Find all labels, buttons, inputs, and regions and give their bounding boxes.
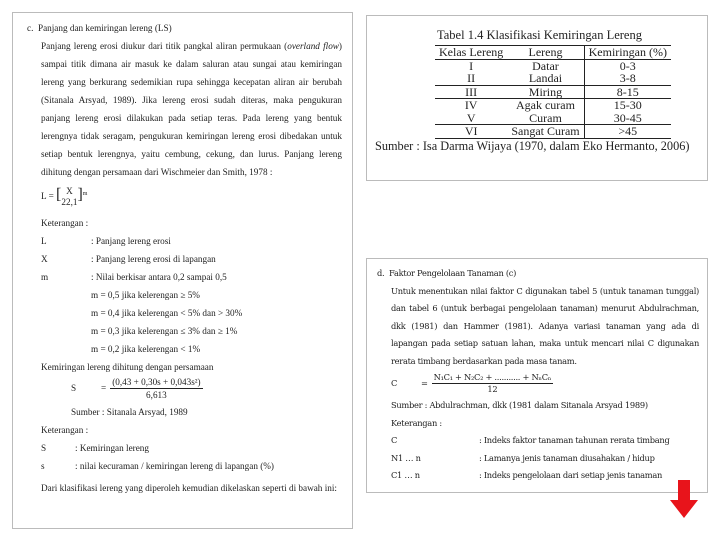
table-title: Tabel 1.4 Klasifikasi Kemiringan Lereng — [437, 28, 642, 42]
table-cell: Landai — [528, 71, 563, 85]
formula-denominator: 12 — [487, 384, 498, 394]
paragraph-italic: overland flow — [287, 41, 339, 51]
formula-denominator: 6,613 — [146, 389, 167, 400]
table-cell: IV — [435, 99, 507, 112]
table-cell: Agak curam — [507, 99, 584, 112]
formula-s — [27, 376, 342, 401]
table-cell: VI — [435, 125, 507, 139]
legend-row — [27, 457, 342, 475]
legend-row — [27, 439, 342, 457]
legend-value: : Lamanya jenis tanaman diusahakan / hidup — [479, 452, 655, 463]
table-row — [435, 85, 671, 99]
m-value: m = 0,4 jika kelerengan < 5% dan > 30% — [91, 307, 243, 318]
left-document-page — [12, 12, 353, 529]
formula-l: L = [ X 22,1 ]$^m$ — [41, 185, 88, 207]
arrow-down-icon[interactable] — [670, 480, 698, 518]
legend-row — [27, 268, 342, 286]
legend-row — [27, 232, 342, 250]
table-cell: 30-45 — [584, 112, 671, 125]
table-cell: I — [469, 58, 474, 73]
heading-text: Panjang dan kemiringan lereng (LS) — [37, 23, 172, 33]
table-source: Sumber : Isa Darma Wijaya (1970, dalam Eko Hermanto, 2006) — [375, 138, 690, 153]
legend-value: : Kemiringan lereng — [75, 442, 149, 453]
heading-marker: d. — [377, 268, 385, 278]
legend-row — [27, 250, 342, 268]
m-value: m = 0,2 jika kelerengan < 1% — [91, 343, 201, 354]
paragraph-ls — [27, 37, 342, 181]
formula-numerator: X — [66, 185, 73, 196]
column-header: Kelas Lereng — [435, 46, 507, 60]
legend-row — [377, 450, 699, 468]
legend-key: m — [41, 271, 49, 282]
table-cell: 0-3 — [584, 59, 671, 72]
formula-c — [377, 372, 699, 395]
table-cell: Sangat Curam — [507, 125, 584, 139]
paragraph-text: Panjang lereng erosi diukur dari titik pangkal aliran permukaan ( — [41, 41, 288, 51]
m-value: m = 0,5 jika kelerengan ≥ 5% — [91, 289, 200, 300]
column-header: Lereng — [507, 46, 584, 60]
legend-value: : Panjang lereng erosi di lapangan — [91, 253, 216, 264]
legend-key: s — [41, 460, 45, 471]
table-row — [435, 72, 671, 85]
slope-classification-table-panel — [366, 15, 708, 181]
legend-key: C — [391, 435, 398, 445]
keterangan-label: Keterangan : — [391, 417, 442, 428]
table-cell: II — [467, 71, 476, 85]
formula-eq: = — [101, 383, 107, 394]
legend-value: : Nilai berkisar antara 0,2 sampai 0,5 — [91, 271, 227, 282]
slope-classification-table — [435, 45, 671, 139]
formula-denominator: 22,1 — [61, 196, 78, 207]
table-cell: Datar — [532, 58, 559, 73]
formula-exponent: m — [82, 191, 88, 197]
plant-management-panel — [366, 258, 708, 493]
legend-key: S — [41, 442, 47, 453]
arrow-shape — [670, 480, 698, 518]
source-text: Sumber : Abdulrachman, dkk (1981 dalam Sitanala Arsyad 1989) — [391, 400, 648, 410]
column-header: Kemiringan (%) — [584, 46, 671, 60]
formula-numerator: N₁C₁ + N₂C₂ + ........... + NₙCₙ — [433, 372, 552, 382]
m-value: m = 0,3 jika kelerengan ≤ 3% dan ≥ 1% — [91, 325, 238, 336]
closing-text: Dari klasifikasi lereng yang diperoleh kemudian dikelaskan seperti di bawah ini: — [41, 482, 337, 493]
formula-numerator: (0,43 + 0,30s + 0,043s²) — [112, 376, 201, 387]
legend-key: L — [41, 235, 47, 246]
slope-intro: Kemiringan lereng dihitung dengan persamaan — [41, 361, 214, 372]
legend-value: : nilai kecuraman / kemiringan lereng di lapangan (%) — [75, 460, 274, 471]
paragraph-c: Untuk menentukan nilai faktor C digunakan tabel 5 (untuk tanaman tunggal) dan tabel 6 (untuk berbagai pengelolaan tanaman) menurut Abdulrachman, dkk (1981) dan Hammer (1981). Adanya variasi tanaman yang ada di lapangan pada setiap satuan lahan, maka untuk mencari nilai C digunakan rerata timbang berdasarkan pada masa tanam. — [391, 285, 699, 366]
table-cell: V — [466, 110, 476, 125]
legend-key: N1 … n — [391, 452, 421, 463]
table-cell: Curam — [529, 110, 562, 125]
table-row — [435, 125, 671, 139]
heading-text: Faktor Pengelolaan Tanaman (c) — [389, 268, 517, 278]
keterangan-label: Keterangan : — [41, 424, 89, 435]
table-cell: 8-15 — [584, 85, 671, 99]
legend-key: X — [41, 253, 48, 264]
source-text: Sumber : Sitanala Arsyad, 1989 — [71, 406, 188, 417]
formula-lhs: S — [71, 383, 77, 394]
table-cell: 3-8 — [584, 72, 671, 85]
section-heading — [27, 19, 342, 37]
legend-value: : Indeks pengelolaan dari setiap jenis tanaman — [479, 470, 663, 480]
legend-value: : Panjang lereng erosi — [91, 235, 171, 246]
legend-row — [377, 467, 699, 485]
table-cell: 15-30 — [584, 99, 671, 112]
formula-eq: = — [421, 378, 428, 388]
formula-lhs: L = — [41, 191, 54, 202]
paragraph-text: ) sampai titik dimana air masuk ke dalam saluran atau sungai atau kemiringan lereng yang berkurang sedemikian rupa sehingga kecepatan aliran air berubah (Sitanala Arsyad, 1989). Jika lereng erosi sudah diteras, maka pengukuran panjang lereng erosi dilakukan pada setiap teras. Pada lereng yang bentuk lerengnya tidak seragam, pengukuran kemiringan lereng erosi dibedakan untuk setiap bentuk lerengnya, yaitu cembung, cekung, dan lurus. Panjang lereng dihitung dengan persamaan dari Wischmeier dan Smith, 1978 : — [41, 41, 342, 177]
table-cell: III — [435, 85, 507, 99]
table-row — [435, 112, 671, 125]
table-cell: >45 — [584, 125, 671, 139]
keterangan-label: Keterangan : — [41, 217, 89, 228]
heading-marker: c. — [27, 23, 34, 33]
section-heading — [377, 265, 699, 283]
table-row — [435, 99, 671, 112]
legend-row — [377, 432, 699, 450]
table-cell: Miring — [507, 85, 584, 99]
legend-value: : Indeks faktor tanaman tahunan rerata timbang — [479, 435, 670, 445]
formula-lhs: C — [391, 378, 398, 388]
legend-key: C1 … n — [391, 470, 420, 480]
